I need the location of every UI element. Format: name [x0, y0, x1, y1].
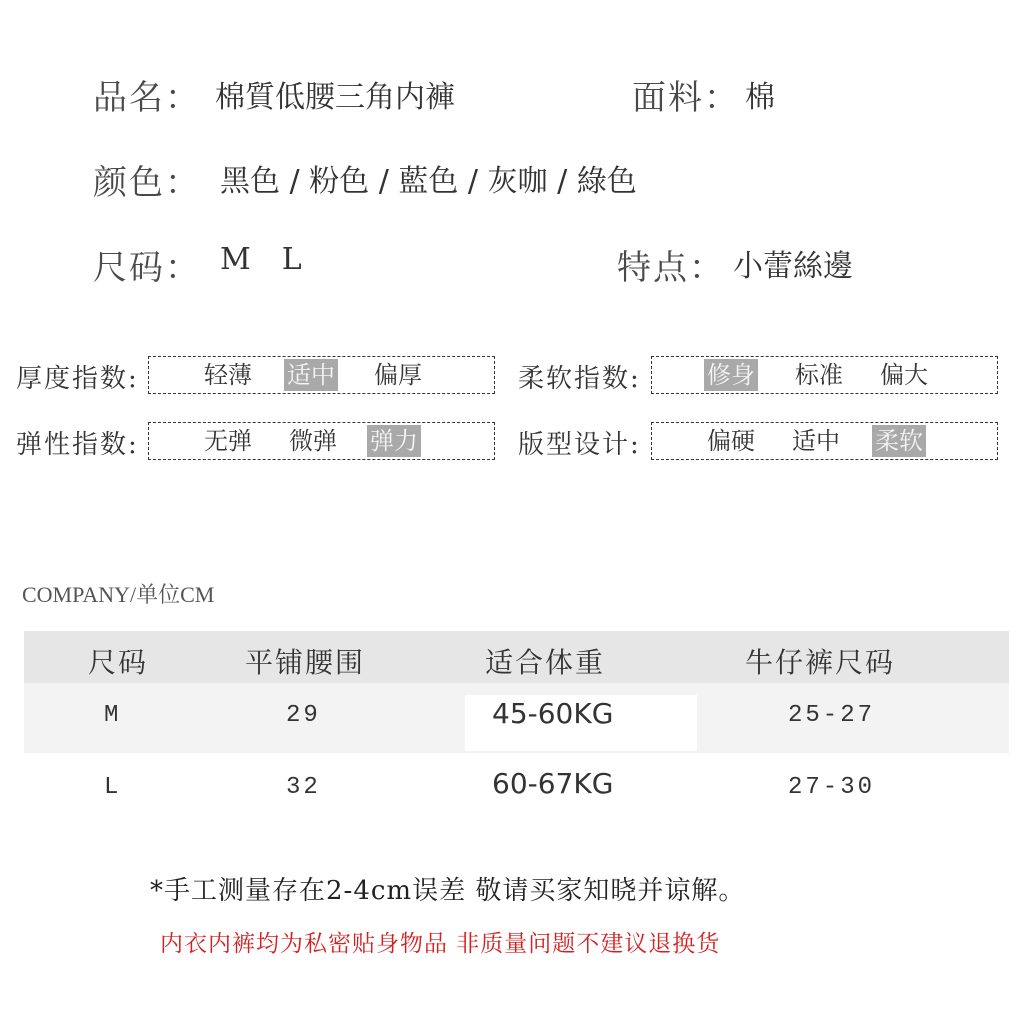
- thickness-option-thick: 偏厚: [374, 361, 422, 389]
- measurement-note: *手工测量存在2-4cm误差 敬请买家知晓并谅解。: [150, 876, 746, 906]
- design-option-medium: 适中: [792, 427, 840, 455]
- size-label: 尺码：: [93, 248, 201, 288]
- row-m-weight: 45-60KG: [492, 697, 614, 730]
- elasticity-index-scale: [148, 422, 495, 460]
- thickness-index-label: 厚度指数:: [16, 364, 139, 394]
- color-label: 颜色：: [93, 163, 201, 203]
- design-option-soft-selected: 柔软: [872, 425, 926, 457]
- return-policy-warning: 内衣内裤均为私密贴身物品 非质量问题不建议退换货: [160, 931, 721, 957]
- color-value: 黑色 / 粉色 / 藍色 / 灰咖 / 綠色: [220, 164, 637, 199]
- thickness-option-thin: 轻薄: [204, 361, 252, 389]
- elasticity-option-slight: 微弹: [289, 427, 337, 455]
- elasticity-index-label: 弹性指数:: [16, 430, 139, 460]
- softness-index-label: 柔软指数:: [518, 364, 641, 394]
- unit-label: COMPANY/单位CM: [22, 582, 215, 607]
- row-m-waist: 29: [286, 702, 321, 729]
- design-index-label: 版型设计:: [518, 430, 641, 460]
- header-waist: 平铺腰围: [245, 646, 366, 679]
- row-m-jeans: 25-27: [788, 702, 876, 729]
- softness-option-slim-selected: 修身: [704, 359, 758, 391]
- header-size: 尺码: [88, 646, 149, 679]
- fabric-label: 面料：: [632, 78, 740, 118]
- size-value: M L: [220, 242, 306, 277]
- feature-value: 小蕾絲邊: [733, 249, 853, 284]
- softness-index-scale: [651, 356, 998, 394]
- product-name-value: 棉質低腰三角内褲: [215, 80, 455, 115]
- feature-label: 特点：: [617, 248, 725, 288]
- design-option-firm: 偏硬: [707, 427, 755, 455]
- row-l-waist: 32: [286, 774, 321, 801]
- header-weight: 适合体重: [485, 646, 606, 679]
- softness-option-standard: 标准: [795, 361, 843, 389]
- row-l-size: L: [104, 774, 122, 801]
- thickness-option-medium-selected: 适中: [284, 359, 338, 391]
- thickness-index-scale: [148, 356, 495, 394]
- product-name-label: 品名：: [93, 78, 201, 118]
- row-l-weight: 60-67KG: [492, 767, 614, 800]
- elasticity-option-none: 无弹: [204, 427, 252, 455]
- header-jeans-size: 牛仔裤尺码: [745, 646, 896, 679]
- elasticity-option-stretch-selected: 弹力: [367, 425, 421, 457]
- row-l-jeans: 27-30: [788, 774, 876, 801]
- row-m-size: M: [104, 702, 122, 729]
- design-index-scale: [651, 422, 998, 460]
- fabric-value: 棉: [745, 80, 775, 115]
- softness-option-loose: 偏大: [880, 361, 928, 389]
